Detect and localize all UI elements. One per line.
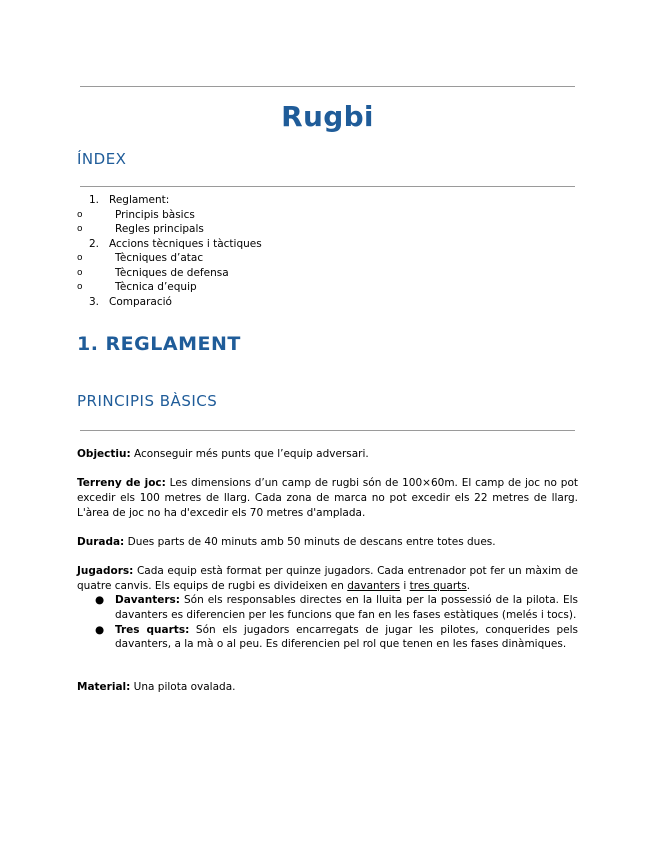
durada-text: Dues parts de 40 minuts amb 50 minuts de descans entre totes dues. [124, 536, 496, 548]
circle-bullet-icon: o [77, 224, 83, 234]
index-heading: ÍNDEX [77, 150, 127, 168]
terreny-paragraph [77, 476, 578, 520]
objectiu-paragraph [77, 447, 578, 462]
jugadors-text: Cada equip està format per quinze jugadors. Cada entrenador pot fer un màxim de quatre canvis. Els equips de rugbi es divideixen en [77, 565, 578, 592]
davanters-label: Davanters: [115, 594, 180, 606]
list-item: ● Tres quarts: Són els jugadors encarregats de jugar les pilotes, conquerides pels davanters, a la mà o al peu. Es diferencien pel rol que tenen en les fases dinàmiques. [95, 623, 578, 651]
list-item: ● Davanters: Són els responsables directes en la lluita per la possessió de la pilota. Els davanters es diferencien per les funcions que fan en les fases estàtiques (melés i tocs). [95, 594, 578, 621]
top-divider [80, 86, 575, 87]
index-divider [80, 186, 575, 187]
jugadors-bullet-list [77, 593, 578, 652]
durada-paragraph [77, 535, 578, 550]
tres-quarts-label: Tres quarts: [115, 623, 190, 636]
material-paragraph [77, 680, 578, 695]
subsection-heading: PRINCIPIS BÀSICS [77, 392, 218, 410]
objectiu-text: Aconseguir més punts que l’equip adversari. [130, 448, 369, 460]
terreny-label: Terreny de joc: [77, 477, 166, 489]
subsection-divider [80, 430, 575, 431]
material-text: Una pilota ovalada. [130, 681, 236, 693]
bullet-icon: ● [95, 594, 105, 606]
material-label: Material: [77, 681, 131, 693]
jugadors-label: Jugadors: [77, 565, 134, 577]
jugadors-paragraph: Jugadors: Cada equip està format per quinze jugadors. Cada entrenador pot fer un màxim de quatre canvis. Els equips de rugbi es divideixen en davanters i tres quarts. [77, 565, 578, 592]
tres-quarts-link[interactable]: tres quarts [409, 579, 467, 592]
page-title: Rugbi [281, 100, 374, 133]
durada-label: Durada: [77, 536, 125, 548]
objectiu-label: Objectiu: [77, 448, 131, 460]
circle-bullet-icon: o [77, 267, 83, 278]
section-heading: 1. REGLAMENT [77, 333, 241, 355]
circle-bullet-icon: o [77, 282, 83, 292]
bullet-icon: ● [95, 623, 105, 636]
terreny-text: Les dimensions d’un camp de rugbi són de 100×60m. El camp de joc no pot excedir els 100 metres de llarg. Cada zona de marca no pot excedir els 22 metres de llarg. L'àrea de joc no ha d'excedir els 70 metres d'amplada. [77, 477, 578, 519]
davanters-link[interactable]: davanters [347, 579, 401, 592]
circle-bullet-icon: o [77, 209, 83, 220]
circle-bullet-icon: o [77, 253, 83, 263]
